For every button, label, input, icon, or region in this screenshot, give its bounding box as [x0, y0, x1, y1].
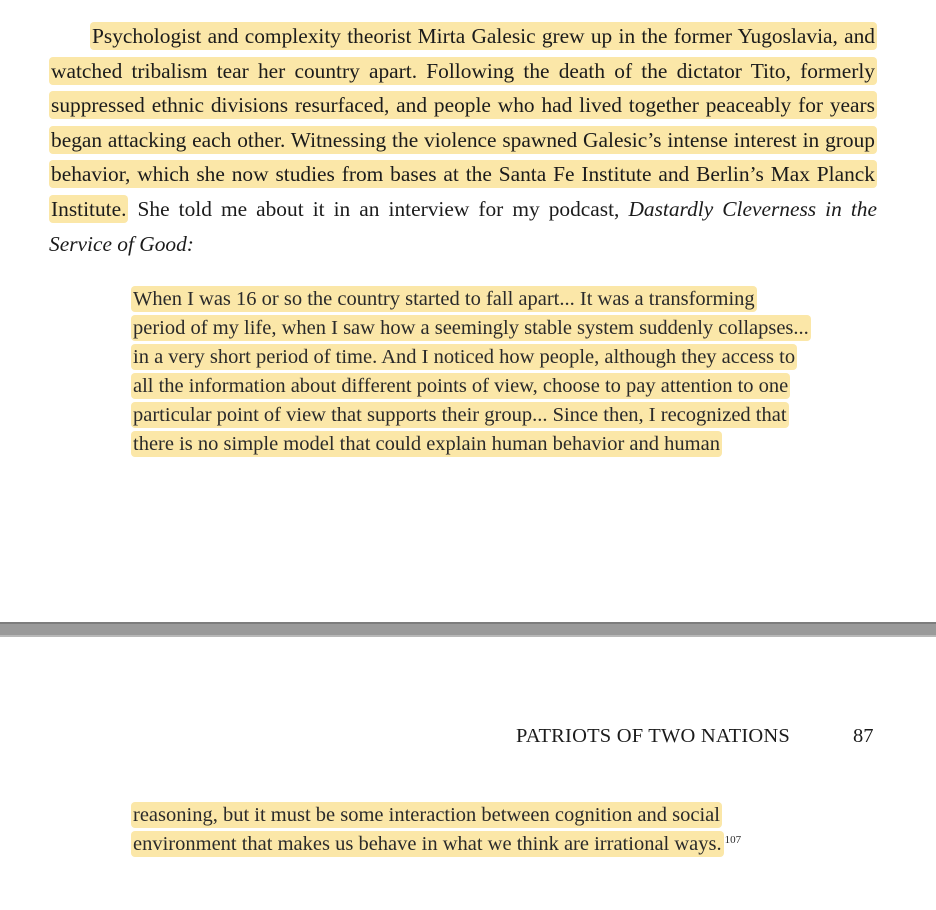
- page-number: 87: [853, 725, 874, 747]
- paragraph-plain-text: She told me about it in an interview for my podcast,: [128, 196, 629, 221]
- podcast-title: Dastardly Cleverness in the Service of Good:: [49, 196, 877, 256]
- page-bottom: [0, 637, 936, 910]
- block-quote: [131, 285, 811, 458]
- block-quote-continued: [131, 801, 811, 859]
- footnote-reference[interactable]: 107: [724, 833, 742, 846]
- running-head: PATRIOTS OF TWO NATIONS: [516, 725, 790, 747]
- highlighted-passage[interactable]: Psychologist and complexity theorist Mirta Galesic grew up in the former Yugoslavia, and watched tribalism tear her country apart. Following the death of the dictator Tito, formerly suppressed ethnic divisions resurfaced, and people who had lived together peaceably for years began attacking each other. Witnessing the violence spawned Galesic’s intense interest in group behavior, which she now studies from bases at the Santa Fe Institute and Berlin’s Max Planck Institute.: [51, 24, 875, 221]
- highlighted-quote[interactable]: When I was 16 or so the country started to fall apart... It was a transforming period of my life, when I saw how a seemingly stable system suddenly collapses... in a very short period of time. And I noticed how people, although they access to all the information about different points of view, choose to pay attention to one particular point of view that supports their group... Since then, I recognized that there is no simple model that could explain human behavior and human: [133, 288, 809, 455]
- highlighted-quote-continued[interactable]: reasoning, but it must be some interaction between cognition and social environment that makes us behave in what we think are irrational ways.: [133, 804, 722, 855]
- body-paragraph: [49, 19, 877, 261]
- page-separator: [0, 622, 936, 637]
